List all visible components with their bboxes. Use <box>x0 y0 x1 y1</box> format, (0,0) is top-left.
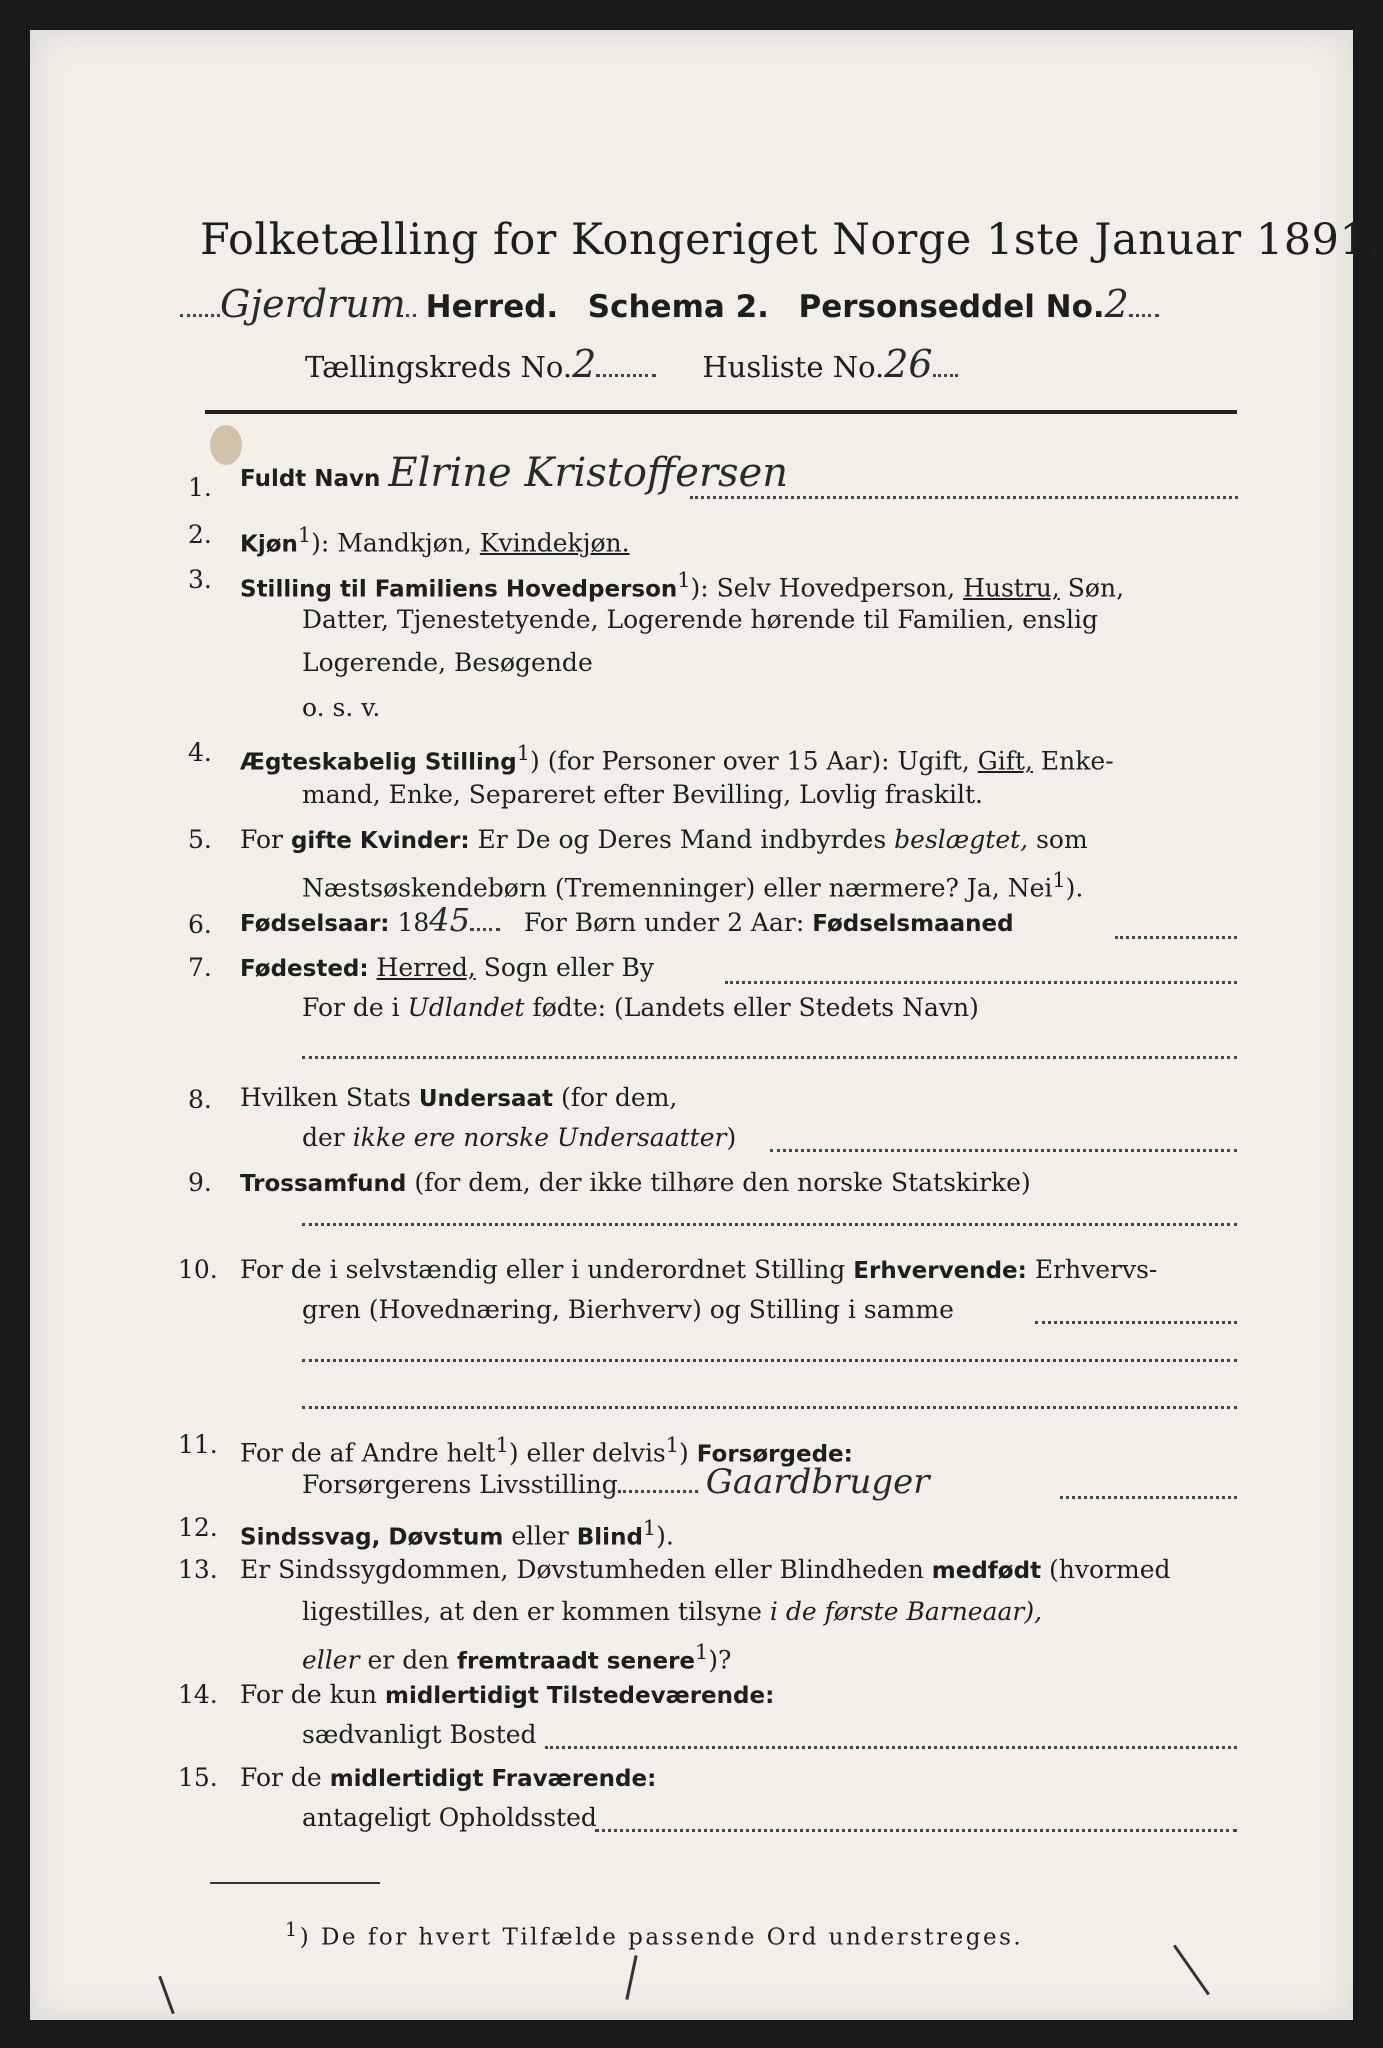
q12-text-a: eller <box>511 1521 569 1551</box>
q4-selected-option: Gift, <box>977 746 1033 776</box>
q2-number: 2. <box>188 520 212 549</box>
q6-label2: Fødselsmaaned <box>812 911 1014 937</box>
q8-row <box>240 1083 677 1114</box>
q15-row <box>240 1763 656 1794</box>
husliste-label: Husliste No. <box>702 350 885 384</box>
q10-dotted-line <box>1035 1320 1237 1324</box>
pen-mark <box>158 1976 174 2015</box>
q8-line2-italic: ikke ere norske Undersaatter <box>352 1123 727 1152</box>
q4-line2: mand, Enke, Separeret efter Bevilling, Lovlig fraskilt. <box>302 780 983 809</box>
q6-dotted-line <box>1115 935 1237 939</box>
header-kreds-line <box>305 342 958 386</box>
q3-line2: Datter, Tjenestetyende, Logerende hørende til Familien, enslig <box>302 605 1099 634</box>
form-title: Folketælling for Kongeriget Norge 1ste Januar 1891. <box>200 215 1382 265</box>
q7-row <box>240 953 654 984</box>
q7-selected-option: Herred, <box>376 953 476 982</box>
q11-line2-text: Forsørgerens Livsstilling <box>302 1470 618 1499</box>
q11-sup-a: 1 <box>495 1433 509 1457</box>
q13-line2-a: ligestilles, at den er kommen tilsyne <box>302 1597 762 1626</box>
q7-line2 <box>302 993 979 1023</box>
q9-label: Trossamfund <box>240 1171 407 1197</box>
q9-number: 9. <box>188 1168 212 1197</box>
husliste-value: 26 <box>884 342 933 386</box>
q2-label: Kjøn <box>240 531 298 558</box>
q4-label: Ægteskabelig Stilling <box>240 749 517 776</box>
q6-prefix: 18 <box>397 908 430 937</box>
q15-text-a: For de <box>240 1763 322 1792</box>
q7-dotted-line-2 <box>302 1055 1237 1059</box>
q9-dotted-line <box>302 1222 1237 1226</box>
q11-number: 11. <box>178 1430 218 1459</box>
q3-selected-option: Hustru, <box>963 573 1060 603</box>
header-herred-line <box>180 282 1159 326</box>
q5-label: gifte Kvinder: <box>290 828 470 854</box>
q11-text-a: For de af Andre helt <box>240 1438 496 1468</box>
q6-label: Fødselsaar: <box>240 911 390 937</box>
personseddel-label: Personseddel No. <box>798 289 1105 325</box>
q10-dotted-line-3 <box>302 1405 1237 1409</box>
pen-mark <box>1173 1945 1210 1996</box>
q12-label-a: Sindssvag, Døvstum <box>240 1524 504 1551</box>
q12-number: 12. <box>178 1513 218 1542</box>
q3-number: 3. <box>188 565 212 594</box>
q4-text-c: Enke- <box>1040 746 1114 776</box>
kreds-value: 2 <box>572 342 597 386</box>
q1-row <box>240 450 789 496</box>
header-rule <box>205 410 1237 414</box>
q1-name-value: Elrine Kristoffersen <box>388 450 789 496</box>
q13-text-a: Er Sindssygdommen, Døvstumheden eller Blindheden <box>240 1555 924 1584</box>
q13-line3-italic: eller <box>302 1645 360 1675</box>
q8-number: 8. <box>188 1085 212 1114</box>
q14-text-a: For de kun <box>240 1680 378 1709</box>
q9-row <box>240 1168 1031 1199</box>
footnote-sup: 1 <box>285 1918 300 1941</box>
q13-line2 <box>302 1597 1042 1627</box>
footnote <box>285 1918 1023 1951</box>
q7-label: Fødested: <box>240 956 369 982</box>
herred-label: Herred. <box>425 289 559 325</box>
q2-row <box>240 520 630 559</box>
personseddel-value: 2 <box>1104 282 1129 326</box>
q8-label: Undersaat <box>418 1086 554 1112</box>
q4-text-a: ) (for Personer over 15 Aar): Ugift, <box>530 746 970 776</box>
q15-label: midlertidigt Fraværende: <box>329 1766 657 1792</box>
q8-text-b: (for dem, <box>560 1083 678 1112</box>
q3-sup: 1 <box>677 568 691 592</box>
q5-text-b: Er De og Deres Mand indbyrdes <box>477 825 887 854</box>
q10-dotted-line-2 <box>302 1358 1237 1362</box>
q13-line2-italic: i de første Barneaar), <box>769 1597 1043 1626</box>
q13-line3-a: er den <box>367 1645 450 1675</box>
q11-sup-b: 1 <box>665 1433 680 1457</box>
q12-row <box>240 1513 674 1552</box>
q7-number: 7. <box>188 953 212 982</box>
q10-number: 10. <box>178 1255 218 1284</box>
q8-dotted-line <box>770 1148 1237 1152</box>
q3-row <box>240 565 1124 604</box>
q10-text-b: Erhvervs- <box>1034 1255 1158 1284</box>
q5-sup: 1 <box>1052 868 1066 892</box>
q1-number: 1. <box>188 473 212 502</box>
q2-sup: 1 <box>297 523 312 547</box>
q12-text-b: ). <box>656 1521 674 1551</box>
q12-label-b: Blind <box>576 1524 643 1551</box>
q13-text-b: (hvormed <box>1049 1555 1171 1584</box>
q3-text-a: ): Selv Hovedperson, <box>690 573 956 603</box>
q12-sup: 1 <box>642 1516 657 1540</box>
q5-line2-text: Næstsøskendebørn (Tremenninger) eller nærmere? Ja, Nei <box>302 873 1053 903</box>
q6-row <box>240 901 1014 939</box>
pen-mark <box>625 1955 637 2000</box>
herred-value: Gjerdrum <box>220 282 406 326</box>
q10-line2: gren (Hovednæring, Bierhverv) og Stilling i samme <box>302 1295 954 1324</box>
q14-row <box>240 1680 774 1711</box>
kreds-label: Tællingskreds No. <box>305 350 573 384</box>
q11-value: Gaardbruger <box>705 1462 930 1502</box>
q5-row <box>240 825 1088 856</box>
footnote-text: ) De for hvert Tilfælde passende Ord understreges. <box>299 1924 1024 1951</box>
q13-line3-b: )? <box>708 1645 732 1675</box>
q8-text-a: Hvilken Stats <box>240 1083 411 1112</box>
q14-number: 14. <box>178 1680 218 1709</box>
q5-text-a: For <box>240 825 283 854</box>
q14-dotted-line <box>545 1745 1237 1749</box>
q3-line4: o. s. v. <box>302 693 381 722</box>
q6-number: 6. <box>188 910 212 939</box>
q4-number: 4. <box>188 738 212 767</box>
q2-text-a: ): Mandkjøn, <box>311 528 472 558</box>
q5-text-c: som <box>1036 825 1088 854</box>
q14-line2: sædvanligt Bosted <box>302 1720 537 1749</box>
q1-label: Fuldt Navn <box>240 466 381 492</box>
q3-line3: Logerende, Besøgende <box>302 648 593 677</box>
q13-row <box>240 1555 1171 1586</box>
q5-text-italic: beslægtet, <box>894 825 1029 854</box>
q13-sup: 1 <box>695 1640 709 1664</box>
q13-line3-label: fremtraadt senere <box>457 1648 696 1675</box>
q7-dotted-line <box>725 980 1237 984</box>
q5-line2: Næstsøskendebørn (Tremenninger) eller nærmere? Ja, Nei$^1$). <box>302 868 1084 903</box>
q8-line2-b: ) <box>726 1123 737 1152</box>
q7-line2-b: fødte: (Landets eller Stedets Navn) <box>532 993 979 1022</box>
q8-line2 <box>302 1123 736 1153</box>
q10-row <box>240 1255 1157 1286</box>
q8-line2-a: der <box>302 1123 345 1152</box>
q7-text-a: Sogn eller By <box>483 953 654 982</box>
q7-line2-a: For de i <box>302 993 400 1022</box>
q15-dotted-line <box>595 1828 1237 1832</box>
paper-stain <box>210 425 242 465</box>
q11-text-c: ) <box>679 1438 689 1468</box>
q11-line2 <box>302 1462 930 1502</box>
q13-number: 13. <box>178 1555 218 1584</box>
q2-selected-option: Kvindekjøn. <box>479 528 630 558</box>
footnote-rule <box>210 1882 380 1884</box>
q3-label: Stilling til Familiens Hovedperson <box>240 576 678 603</box>
q3-text-c: Søn, <box>1067 573 1125 603</box>
q6-year-value: 45 <box>429 901 470 939</box>
q6-text-a: For Børn under 2 Aar: <box>523 908 805 937</box>
q15-number: 15. <box>178 1763 218 1792</box>
q11-dotted-line <box>1060 1495 1237 1499</box>
q13-label: medfødt <box>931 1558 1042 1584</box>
q1-dotted-line <box>690 495 1238 499</box>
schema-label: Schema 2. <box>587 289 769 325</box>
q5-number: 5. <box>188 825 212 854</box>
q10-label: Erhvervende: <box>853 1258 1027 1284</box>
q7-line2-italic: Udlandet <box>407 993 525 1022</box>
q4-row <box>240 738 1114 777</box>
q10-text-a: For de i selvstændig eller i underordnet Stilling <box>240 1255 846 1284</box>
q13-line3 <box>302 1637 731 1676</box>
q14-label: midlertidigt Tilstedeværende: <box>384 1683 775 1709</box>
census-form <box>30 30 1382 2020</box>
q15-line2: antageligt Opholdssted <box>302 1803 597 1832</box>
q9-text-a: (for dem, der ikke tilhøre den norske Statskirke) <box>414 1168 1031 1197</box>
q11-text-b: ) eller delvis <box>508 1438 666 1468</box>
q4-sup: 1 <box>516 741 531 765</box>
q11-label: Forsørgede: <box>696 1441 853 1468</box>
